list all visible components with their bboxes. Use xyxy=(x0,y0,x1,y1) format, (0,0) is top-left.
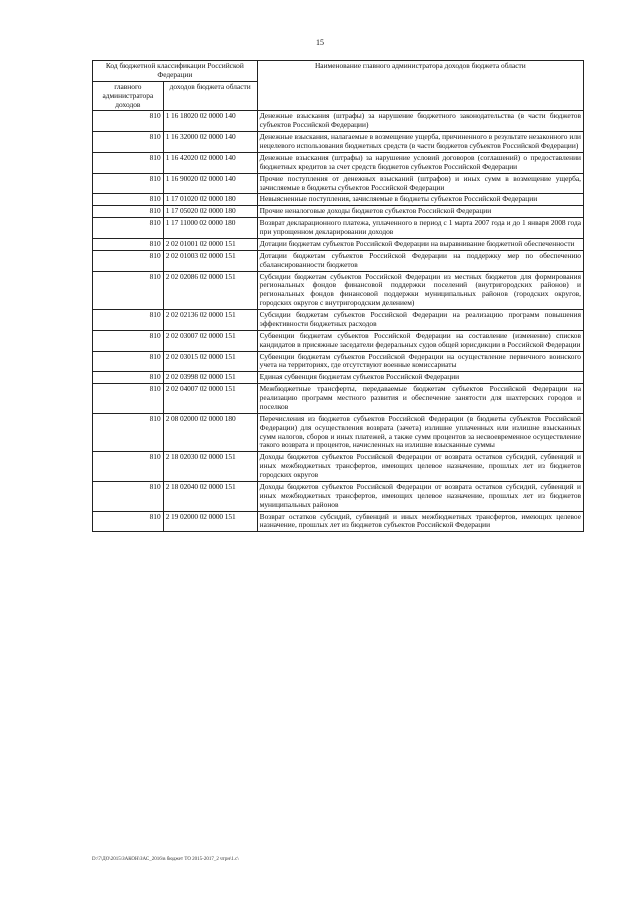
admin-code-cell: 810 xyxy=(93,132,164,153)
table-row xyxy=(93,206,584,218)
revenue-code-cell: 1 17 11000 02 0000 180 xyxy=(163,218,257,239)
header-chief-admin: главного администратора доходов xyxy=(93,81,164,111)
revenue-name-cell: Денежные взыскания (штрафы) за нарушение условий договоров (соглашений) о предоставлении бюджетных кредитов за счет средств бюджетов субъектов Российской Федерации xyxy=(257,152,583,173)
revenue-name-cell: Возврат остатков субсидий, субвенций и иных межбюджетных трансфертов, имеющих целевое назначение, прошлых лет из бюджетов субъектов Российской Федерации xyxy=(257,511,583,532)
admin-code-cell: 810 xyxy=(93,310,164,331)
revenue-name-cell: Прочие поступления от денежных взысканий (штрафов) и иных сумм в возмещение ущерба, зачисляемые в бюджеты субъектов Российской Федерации xyxy=(257,173,583,194)
revenue-code-cell: 1 16 18020 02 0000 140 xyxy=(163,111,257,132)
table-row xyxy=(93,413,584,452)
revenue-name-cell: Прочие неналоговые доходы бюджетов субъектов Российской Федерации xyxy=(257,206,583,218)
revenue-code-cell: 1 16 42020 02 0000 140 xyxy=(163,152,257,173)
table-row xyxy=(93,194,584,206)
revenue-code-cell: 2 02 02136 02 0000 151 xyxy=(163,310,257,331)
revenue-code-cell: 2 02 02086 02 0000 151 xyxy=(163,271,257,310)
header-admin-name: Наименование главного администратора доходов бюджета области xyxy=(257,61,583,111)
revenue-code-cell: 2 19 02000 02 0000 151 xyxy=(163,511,257,532)
revenue-name-cell: Единая субвенция бюджетам субъектов Российской Федерации xyxy=(257,372,583,384)
table-body xyxy=(93,111,584,532)
revenue-name-cell: Невыясненные поступления, зачисляемые в бюджеты субъектов Российской Федерации xyxy=(257,194,583,206)
header-classification-code: Код бюджетной классификации Российской Федерации xyxy=(93,61,258,82)
revenue-code-cell: 2 08 02000 02 0000 180 xyxy=(163,413,257,452)
revenue-name-cell: Доходы бюджетов субъектов Российской Федерации от возврата остатков субсидий, субвенций и иных межбюджетных трансфертов, имеющих целевое назначение, прошлых лет из бюджетов городских округов xyxy=(257,452,583,482)
revenue-administrators-table xyxy=(92,60,584,532)
footer-file-path: D:\7\ДО\2015\ЗАКОН\ЗАС_2016\в бюджет ТО 2015-2017_2 чтрн\1.с\ xyxy=(92,857,239,862)
admin-code-cell: 810 xyxy=(93,372,164,384)
header-regional-revenue: доходов бюджета области xyxy=(163,81,257,111)
page-number: 15 xyxy=(316,38,324,47)
table-row xyxy=(93,481,584,511)
revenue-code-cell: 2 02 03998 02 0000 151 xyxy=(163,372,257,384)
revenue-code-cell: 1 16 90020 02 0000 140 xyxy=(163,173,257,194)
admin-code-cell: 810 xyxy=(93,452,164,482)
admin-code-cell: 810 xyxy=(93,330,164,351)
admin-code-cell: 810 xyxy=(93,384,164,414)
table-row xyxy=(93,351,584,372)
table-row xyxy=(93,218,584,239)
revenue-name-cell: Субсидии бюджетам субъектов Российской Федерации на реализацию программ повышения эффективности бюджетных расходов xyxy=(257,310,583,331)
admin-code-cell: 810 xyxy=(93,206,164,218)
table-row xyxy=(93,384,584,414)
revenue-name-cell: Субвенции бюджетам субъектов Российской Федерации на осуществление первичного воинского учета на территориях, где отсутствуют военные комиссариаты xyxy=(257,351,583,372)
admin-code-cell: 810 xyxy=(93,111,164,132)
table-row xyxy=(93,330,584,351)
table-row xyxy=(93,173,584,194)
revenue-name-cell: Денежные взыскания (штрафы) за нарушение бюджетного законодательства (в части бюджетов субъектов Российской Федерации) xyxy=(257,111,583,132)
admin-code-cell: 810 xyxy=(93,194,164,206)
admin-code-cell: 810 xyxy=(93,250,164,271)
admin-code-cell: 810 xyxy=(93,173,164,194)
table-row xyxy=(93,511,584,532)
table-row xyxy=(93,111,584,132)
revenue-code-cell: 1 17 05020 02 0000 180 xyxy=(163,206,257,218)
admin-code-cell: 810 xyxy=(93,271,164,310)
revenue-code-cell: 2 02 03007 02 0000 151 xyxy=(163,330,257,351)
table-row xyxy=(93,238,584,250)
table-row xyxy=(93,152,584,173)
revenue-code-cell: 2 18 02030 02 0000 151 xyxy=(163,452,257,482)
admin-code-cell: 810 xyxy=(93,152,164,173)
table-row xyxy=(93,452,584,482)
revenue-name-cell: Перечисления из бюджетов субъектов Российской Федерации (в бюджеты субъектов Российской Федерации) для осуществления возврата (зачета) излишне уплаченных или излишне взысканных сумм налогов, сборов и иных платежей, а также сумм процентов за несвоевременное осуществление такого возврата и процентов, начисленных на излишне взысканные суммы xyxy=(257,413,583,452)
revenue-name-cell: Дотации бюджетам субъектов Российской Федерации на выравнивание бюджетной обеспеченности xyxy=(257,238,583,250)
admin-code-cell: 810 xyxy=(93,218,164,239)
revenue-code-cell: 2 02 03015 02 0000 151 xyxy=(163,351,257,372)
admin-code-cell: 810 xyxy=(93,511,164,532)
revenue-code-cell: 2 18 02040 02 0000 151 xyxy=(163,481,257,511)
revenue-name-cell: Субвенции бюджетам субъектов Российской Федерации на составление (изменение) списков кандидатов в присяжные заседатели федеральных судов общей юрисдикции в Российской Федерации xyxy=(257,330,583,351)
admin-code-cell: 810 xyxy=(93,413,164,452)
table-row xyxy=(93,310,584,331)
revenue-code-cell: 1 17 01020 02 0000 180 xyxy=(163,194,257,206)
table-row xyxy=(93,250,584,271)
revenue-code-cell: 2 02 04007 02 0000 151 xyxy=(163,384,257,414)
revenue-code-cell: 1 16 32000 02 0000 140 xyxy=(163,132,257,153)
table-row xyxy=(93,372,584,384)
revenue-code-cell: 2 02 01003 02 0000 151 xyxy=(163,250,257,271)
revenue-name-cell: Денежные взыскания, налагаемые в возмещение ущерба, причиненного в результате незаконного или нецелевого использования бюджетных средств (в части бюджетов субъектов Российской Федерации) xyxy=(257,132,583,153)
revenue-code-cell: 2 02 01001 02 0000 151 xyxy=(163,238,257,250)
revenue-name-cell: Возврат декларационного платежа, уплаченного в период с 1 марта 2007 года и до 1 января 2008 года при упрощенном декларировании доходов xyxy=(257,218,583,239)
table-row xyxy=(93,271,584,310)
revenue-name-cell: Дотации бюджетам субъектов Российской Федерации на поддержку мер по обеспечению сбалансированности бюджетов xyxy=(257,250,583,271)
admin-code-cell: 810 xyxy=(93,351,164,372)
admin-code-cell: 810 xyxy=(93,238,164,250)
revenue-name-cell: Межбюджетные трансферты, передаваемые бюджетам субъектов Российской Федерации на реализацию программ местного развития и обеспечение занятости для шахтерских городов и поселков xyxy=(257,384,583,414)
revenue-name-cell: Субсидии бюджетам субъектов Российской Федерации из местных бюджетов для формирования региональных фондов финансовой поддержки поселений (внутригородских районов) и региональных фондов финансовой поддержки муниципальных районов (городских округов, городских округов с внутригородским делением) xyxy=(257,271,583,310)
revenue-name-cell: Доходы бюджетов субъектов Российской Федерации от возврата остатков субсидий, субвенций и иных межбюджетных трансфертов, имеющих целевое назначение, прошлых лет из бюджетов муниципальных районов xyxy=(257,481,583,511)
admin-code-cell: 810 xyxy=(93,481,164,511)
table-row xyxy=(93,132,584,153)
